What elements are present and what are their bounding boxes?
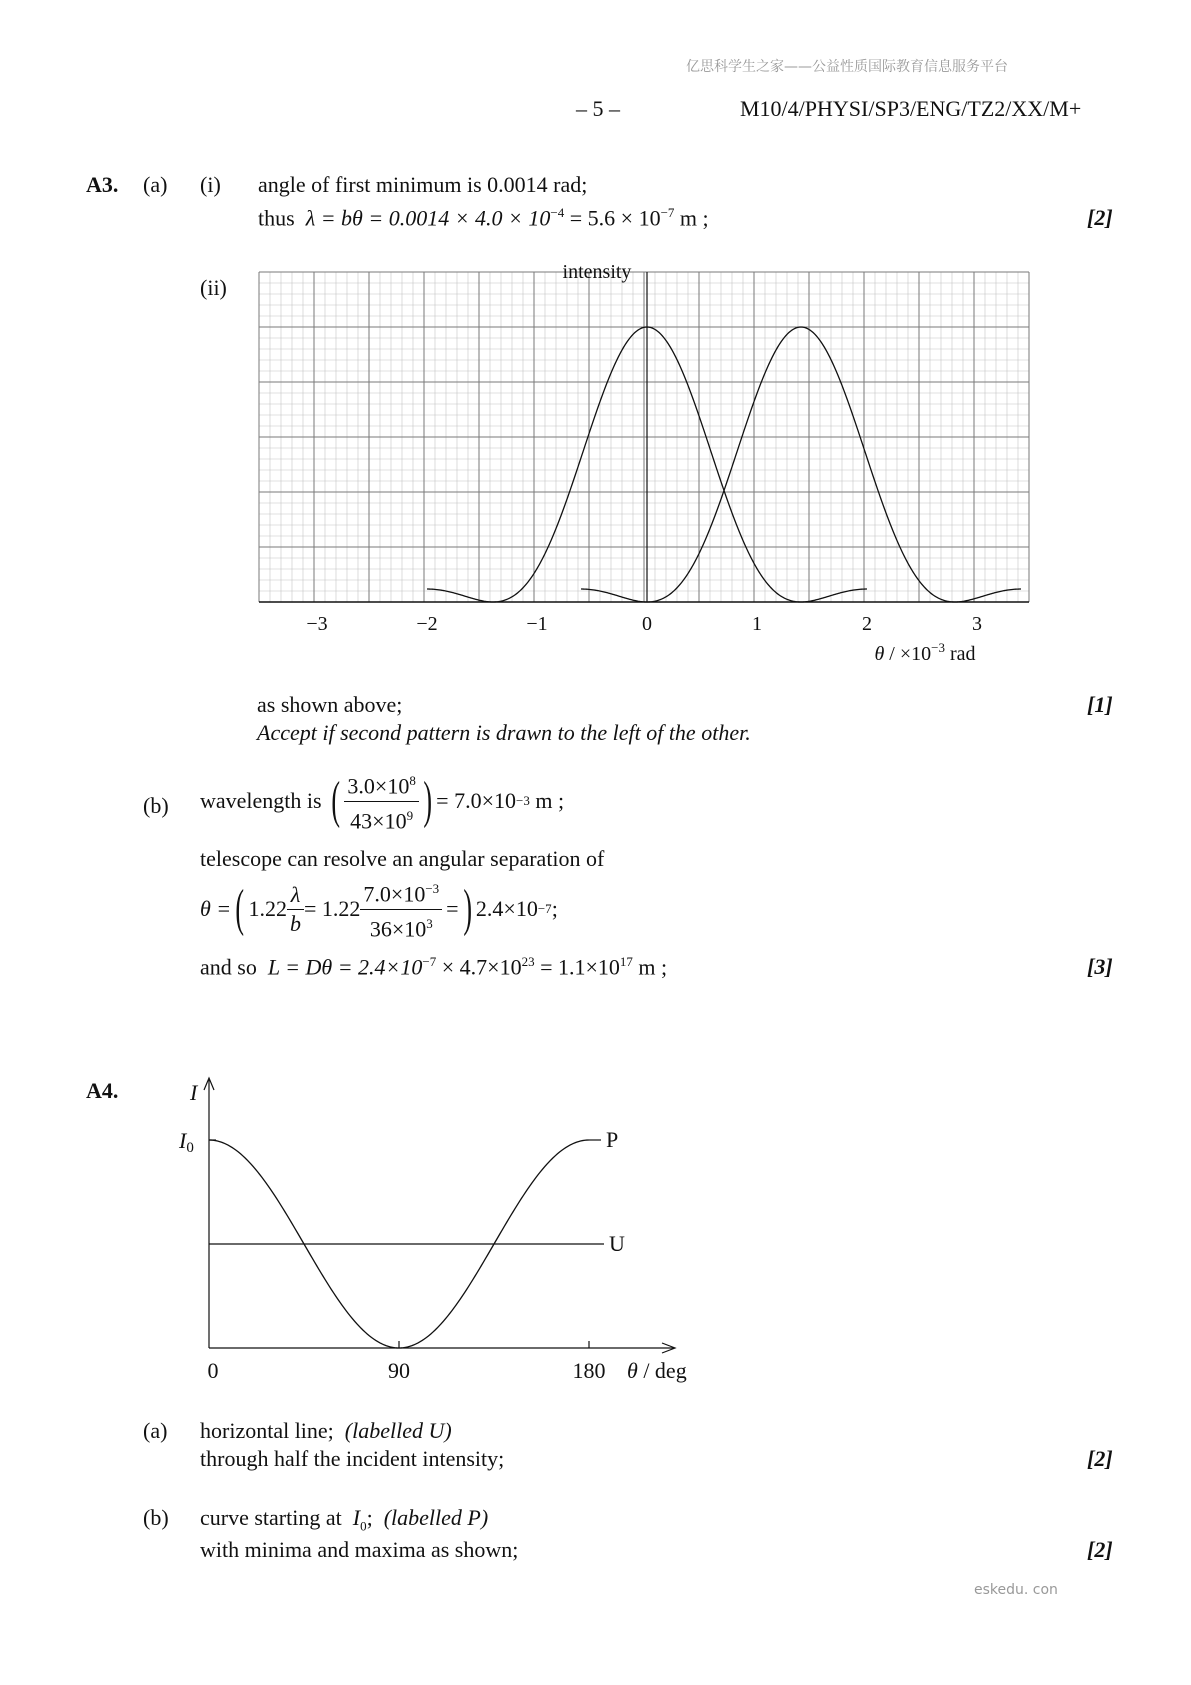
exponent: 17 bbox=[619, 954, 633, 969]
x-axis-label-exponent: −3 bbox=[931, 640, 945, 655]
chart-axes bbox=[204, 1078, 675, 1353]
close-paren: ) bbox=[423, 772, 432, 829]
a4-b-line2: with minima and maxima as shown; bbox=[200, 1537, 519, 1562]
part-a-label: (a) bbox=[143, 1418, 168, 1443]
a3-b-line4 bbox=[200, 954, 667, 980]
a4-a-line2: through half the incident intensity; bbox=[200, 1446, 505, 1471]
a3-b-line3 bbox=[200, 874, 558, 944]
exponent: −7 bbox=[422, 954, 437, 969]
marks-a4-b: [2] bbox=[1087, 1537, 1113, 1562]
unit: m ; bbox=[638, 954, 668, 980]
exponent: −7 bbox=[537, 901, 552, 916]
series-label-p: P bbox=[606, 1127, 619, 1152]
x-tick-label: 1 bbox=[752, 613, 762, 635]
diffraction-intensity-chart bbox=[0, 0, 1191, 680]
x-tick-label: 2 bbox=[862, 613, 872, 635]
marks-a3-ii: [1] bbox=[1087, 692, 1113, 717]
close-paren: ) bbox=[462, 880, 472, 937]
wavelength-is-text: wavelength is bbox=[200, 788, 322, 813]
semicolon: ; bbox=[366, 1505, 373, 1530]
chart-labels bbox=[178, 1080, 687, 1383]
coefficient: 1.22 bbox=[248, 896, 287, 921]
x-axis-label-theta: θ bbox=[874, 643, 885, 665]
x-tick-label: 90 bbox=[388, 1358, 410, 1383]
x-tick-label: −3 bbox=[306, 613, 328, 635]
x-axis-label-rad: rad bbox=[944, 643, 976, 665]
exponent: 9 bbox=[406, 807, 414, 823]
series-label-u: U bbox=[609, 1231, 625, 1256]
fraction-numerator: 7.0×10 bbox=[363, 881, 426, 907]
fraction-wavelength-over-diameter bbox=[360, 875, 442, 943]
unit: m ; bbox=[679, 205, 709, 231]
exponent: −3 bbox=[516, 793, 530, 808]
labelled-u-note: (labelled U) bbox=[344, 1418, 452, 1443]
x-tick-label: −1 bbox=[526, 613, 548, 635]
exponent: 23 bbox=[521, 954, 535, 969]
x-tick-label: −2 bbox=[416, 613, 438, 635]
open-paren: ( bbox=[331, 772, 341, 829]
subscript: 0 bbox=[360, 1518, 367, 1534]
fraction-lambda-over-b bbox=[287, 881, 304, 938]
exponent: −7 bbox=[660, 205, 675, 220]
polarisation-intensity-chart bbox=[0, 1050, 720, 1400]
question-a4-label: A4. bbox=[86, 1078, 119, 1103]
open-paren: ( bbox=[235, 880, 245, 937]
i-zero-symbol: I bbox=[352, 1505, 361, 1530]
fraction-denominator: b bbox=[289, 910, 301, 936]
y-axis-label: intensity bbox=[562, 261, 632, 283]
marks-a3-i: [2] bbox=[1087, 205, 1113, 230]
part-i-label: (i) bbox=[200, 172, 221, 197]
chart-grid bbox=[259, 272, 1029, 602]
x-tick-label: 0 bbox=[207, 1358, 219, 1383]
y-tick-label-i0 bbox=[178, 1128, 194, 1156]
exponent: −4 bbox=[550, 205, 565, 220]
wavelength-result: = 7.0×10 bbox=[436, 788, 516, 813]
part-a-label: (a) bbox=[143, 172, 168, 197]
exponent: 8 bbox=[409, 773, 416, 789]
x-tick-label: 180 bbox=[572, 1358, 606, 1383]
fraction-numerator: 3.0×10 bbox=[347, 773, 410, 799]
x-axis-label bbox=[627, 1358, 687, 1383]
curve-starting-text: curve starting at bbox=[200, 1505, 342, 1530]
x-tick-label: 3 bbox=[972, 613, 982, 635]
fraction-denominator: 43×10 bbox=[350, 807, 407, 833]
y-axis-label: I bbox=[190, 1080, 198, 1105]
x-tick-label: 0 bbox=[642, 613, 652, 635]
equals-result: = 5.6 × 10 bbox=[569, 205, 661, 231]
distance-result: = 1.1×10 bbox=[540, 954, 620, 980]
fraction-denominator: 36×10 bbox=[369, 915, 427, 941]
exponent: 3 bbox=[426, 915, 433, 931]
watermark-top: 亿思科学生之家——公益性质国际教育信息服务平台 bbox=[686, 59, 1008, 75]
y-tick-label-sub: 0 bbox=[186, 1140, 194, 1156]
thus-text: thus bbox=[258, 205, 295, 231]
watermark-bottom: eskedu. con bbox=[974, 1582, 1058, 1598]
a3-b-line1 bbox=[200, 768, 564, 834]
and-so-text: and so bbox=[200, 954, 257, 980]
chart-curves bbox=[209, 1140, 604, 1348]
chart-curves bbox=[427, 327, 1021, 602]
unit: m ; bbox=[535, 788, 565, 813]
marks-a4-a: [2] bbox=[1087, 1446, 1113, 1471]
horizontal-line-text: horizontal line; bbox=[200, 1418, 334, 1443]
a3-i-line1: angle of first minimum is 0.0014 rad; bbox=[258, 172, 588, 197]
theta-result: 2.4×10 bbox=[475, 896, 538, 921]
fraction-numerator: λ bbox=[287, 881, 304, 910]
distance-equation: L = Dθ = 2.4×10 bbox=[267, 954, 423, 980]
marks-a3-b: [3] bbox=[1087, 954, 1113, 979]
x-axis-label bbox=[874, 640, 975, 665]
equals-coefficient: = 1.22 bbox=[303, 896, 361, 921]
exponent: −3 bbox=[425, 881, 440, 897]
theta-equals: θ = bbox=[200, 896, 232, 921]
multiply-term: × 4.7×10 bbox=[441, 954, 522, 980]
x-axis-label-unit-part: / ×10 bbox=[884, 643, 932, 665]
part-b-label: (b) bbox=[143, 1505, 169, 1530]
equals-sign: = bbox=[446, 896, 459, 921]
fraction-speed-over-frequency bbox=[344, 767, 418, 835]
part-ii-label: (ii) bbox=[200, 275, 227, 300]
labelled-p-note: (labelled P) bbox=[383, 1505, 489, 1530]
semicolon: ; bbox=[551, 896, 558, 921]
document-code: M10/4/PHYSI/SP3/ENG/TZ2/XX/M+ bbox=[740, 96, 1082, 121]
page-number: – 5 – bbox=[576, 96, 620, 121]
x-axis-label-theta: θ bbox=[627, 1358, 638, 1383]
x-axis-label-unit: / deg bbox=[637, 1358, 687, 1383]
a4-b-line1 bbox=[200, 1505, 488, 1534]
lambda-equation: λ = bθ = 0.0014 × 4.0 × 10 bbox=[305, 205, 551, 231]
question-a3-label: A3. bbox=[86, 172, 119, 197]
a3-ii-note: Accept if second pattern is drawn to the left of the other. bbox=[257, 720, 751, 745]
a3-b-line2: telescope can resolve an angular separation of bbox=[200, 846, 605, 871]
y-tick-label-i: I bbox=[179, 1128, 187, 1153]
a3-ii-answer: as shown above; bbox=[257, 692, 403, 717]
a4-a-line1 bbox=[200, 1418, 452, 1444]
part-b-label: (b) bbox=[143, 793, 169, 818]
